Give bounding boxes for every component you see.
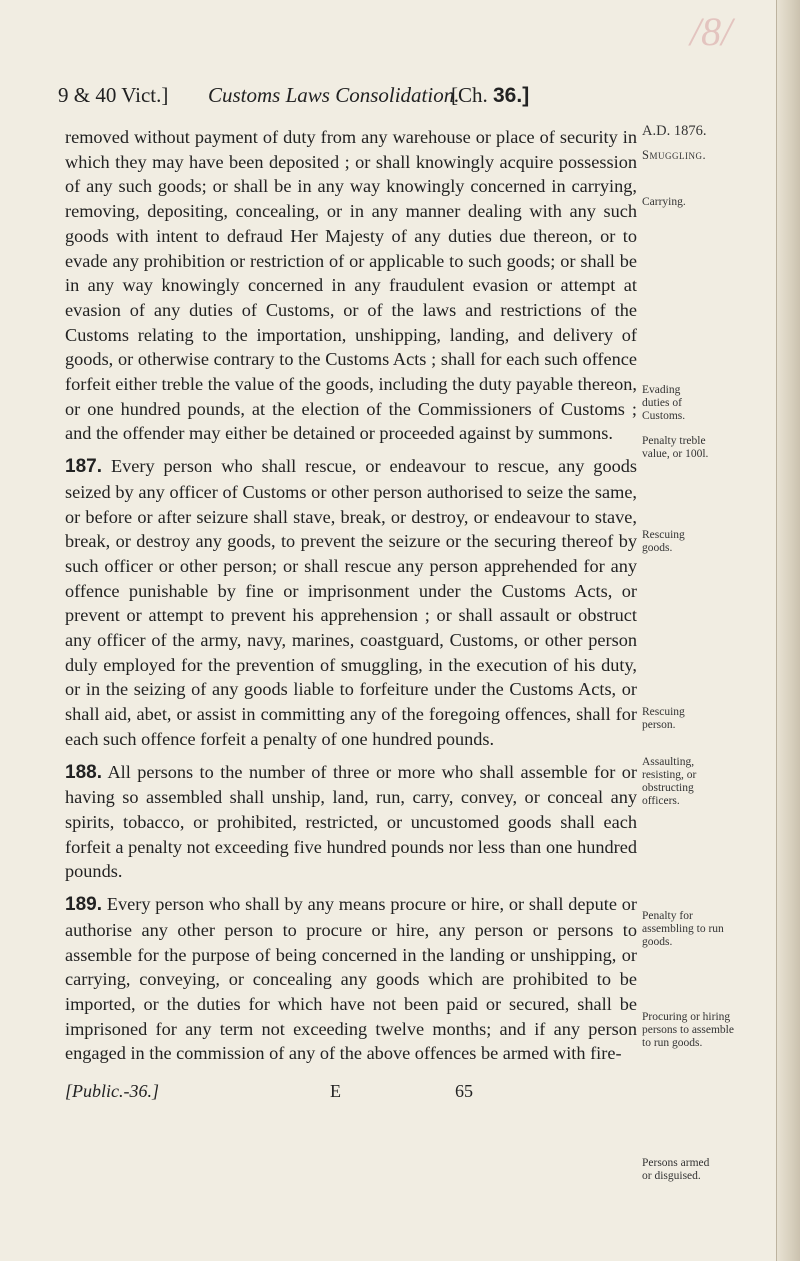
- footer-signature: [Public.-36.]: [65, 1081, 159, 1101]
- paragraph-continued: [65, 125, 637, 446]
- paragraph-text: All persons to the number of three or more who shall assemble for or having so assembled shall unship, land, run, carry, convey, or conceal any spirits, tobacco, or prohibited, restricted, or uncustomed goods shall each forfeit a penalty not exceeding five hundred pounds nor less than one hundred pounds.: [65, 761, 638, 882]
- margin-heading: Smuggling.: [642, 148, 707, 162]
- page-edge: [776, 0, 800, 1261]
- section-number: 188.: [65, 761, 102, 783]
- margin-note-armed: Persons armed or disguised.: [642, 1157, 710, 1182]
- paragraph-text: Every person who shall by any means procure or hire, or shall depute or authorise any other person to procure or hire, any person or persons to assemble for the purpose of being concerned in the landing or unshipping, or carrying, conveying, or concealing any goods which are prohibited to be imported, or the duties for which have not been paid or secured, shall be imprisoned for any term not exceeding twelve months; and if any person engaged in the commission of any of the above offences be armed with fire-: [65, 894, 637, 1064]
- handwritten-annotation: /8/: [690, 9, 733, 54]
- running-header: [58, 83, 658, 117]
- margin-note-penalty: Penalty treble value, or 100l.: [642, 435, 709, 460]
- footer-gathering-mark: E: [330, 1081, 341, 1101]
- margin-note-carrying: Carrying.: [642, 196, 686, 208]
- margin-note-rescuing-person: Rescuing person.: [642, 706, 685, 731]
- margin-note-assaulting: Assaulting, resisting, or obstructing officers.: [642, 756, 697, 807]
- header-title: Customs Laws Consolidation.: [208, 83, 460, 107]
- header-regnal-year: 9 & 40 Vict.]: [58, 83, 169, 107]
- header-chapter-number: 36.]: [493, 84, 530, 107]
- margin-note-rescuing-goods: Rescuing goods.: [642, 529, 685, 554]
- section-187: [65, 454, 637, 751]
- section-number: 189.: [65, 894, 102, 916]
- section-number: 187.: [65, 456, 102, 478]
- footer-page-number: 65: [455, 1081, 473, 1101]
- margin-year: A.D. 1876.: [642, 123, 707, 139]
- margin-note-assembling: Penalty for assembling to run goods.: [642, 910, 724, 948]
- section-188: [65, 760, 637, 885]
- paragraph-text: Every person who shall rescue, or endeavour to rescue, any goods seized by any officer of Customs or other person authorised to seize the same, or before or after seizure shall stave, break, or destroy, or endeavour to stave, break, or destroy any goods, to prevent the seizure or the securing thereof by such officer or other person; or shall rescue any person apprehended for any offence punishable by fine or imprisonment under the Customs Acts, or prevent or attempt to prevent his apprehension ; or shall assault or obstruct any officer of the army, navy, marines, coastguard, Customs, or other person duly employed for the prevention of smuggling, in the execution of his duty, or in the seizing of any goods liable to forfeiture under the Customs Acts, or shall aid, abet, or assist in committing any of the foregoing offences, shall for each such offence forfeit a penalty of one hundred pounds.: [65, 456, 637, 749]
- margin-note-evading: Evading duties of Customs.: [642, 384, 686, 422]
- paragraph-text: removed without payment of duty from any warehouse or place of security in which they may have been deposited ; or shall knowingly acquire possession of any such goods; or shall be in any way knowingly concerned in carrying, removing, depositing, concealing, or in any manner dealing with any such goods with intent to defraud Her Majesty of any duties due thereon, or to evade any prohibition or restriction of or applicable to such goods; or shall be in any way knowingly concerned in any fraudulent evasion or attempt at evasion of any duties of Customs, or of the laws and restrictions of the Customs relating to the importation, unshipping, landing, and delivery of goods, or otherwise contrary to the Customs Acts ; shall for each such offence forfeit either treble the value of the goods, including the duty payable thereon, or one hundred pounds, at the election of the Commissioners of Customs ; and the offender may either be detained or proceeded against by summons.: [65, 127, 637, 444]
- header-chapter: [451, 83, 529, 108]
- header-chapter-prefix: [Ch.: [451, 83, 488, 107]
- statute-body: [65, 125, 637, 1066]
- section-189: [65, 892, 637, 1066]
- margin-note-procuring: Procuring or hiring persons to assemble to run goods.: [642, 1011, 734, 1049]
